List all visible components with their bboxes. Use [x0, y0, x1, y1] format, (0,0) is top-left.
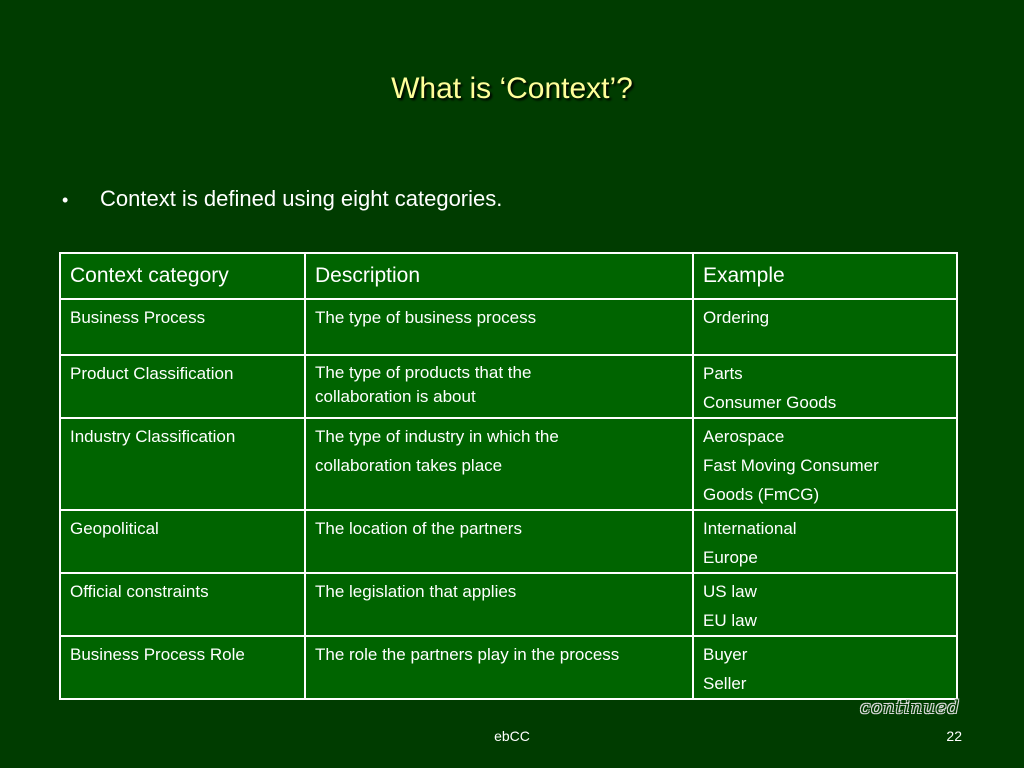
example-cell — [693, 573, 957, 636]
example-line: Goods (FmCG) — [703, 485, 820, 504]
header-description: Description — [305, 253, 693, 299]
description-cell — [305, 299, 693, 355]
example-line: Consumer Goods — [703, 393, 837, 412]
example-line: Aerospace — [703, 427, 785, 446]
example-line: EU law — [703, 611, 757, 630]
description-cell — [305, 418, 693, 510]
table-row — [60, 636, 957, 699]
description-line: The type of business process — [315, 308, 537, 327]
example-cell — [693, 355, 957, 418]
bullet-text: Context is defined using eight categories. — [100, 186, 503, 211]
example-cell — [693, 418, 957, 510]
category-cell: Product Classification — [60, 355, 305, 418]
header-example: Example — [693, 253, 957, 299]
slide-title: What is ‘Context’? — [391, 72, 633, 105]
category-cell: Business Process Role — [60, 636, 305, 699]
header-context-category: Context category — [60, 253, 305, 299]
example-line: Europe — [703, 548, 758, 567]
category-cell: Official constraints — [60, 573, 305, 636]
description-line: collaboration takes place — [315, 456, 503, 475]
description-cell — [305, 636, 693, 699]
table-row — [60, 510, 957, 573]
category-cell: Geopolitical — [60, 510, 305, 573]
category-cell: Industry Classification — [60, 418, 305, 510]
example-line: US law — [703, 582, 757, 601]
description-cell — [305, 355, 693, 418]
example-cell — [693, 636, 957, 699]
footer-label: ebCC — [494, 728, 530, 744]
table-row — [60, 418, 957, 510]
example-cell — [693, 510, 957, 573]
description-line: The location of the partners — [315, 519, 522, 538]
example-line: Seller — [703, 674, 747, 693]
table-header-row — [60, 253, 957, 299]
description-line: The type of products that the — [315, 363, 532, 382]
bullet-marker: • — [62, 190, 69, 210]
bullet-item — [62, 186, 502, 212]
description-cell — [305, 573, 693, 636]
category-cell: Business Process — [60, 299, 305, 355]
continued-label: continued — [860, 697, 960, 718]
description-line: The role the partners play in the process — [315, 645, 620, 664]
description-line: The type of industry in which the — [315, 427, 559, 446]
table-row — [60, 299, 957, 355]
example-line: Parts — [703, 364, 743, 383]
description-line: The legislation that applies — [315, 582, 517, 601]
example-line: Ordering — [703, 308, 770, 327]
context-table — [59, 252, 958, 700]
example-cell — [693, 299, 957, 355]
table-row — [60, 573, 957, 636]
table-row — [60, 355, 957, 418]
example-line: International — [703, 519, 797, 538]
example-line: Fast Moving Consumer — [703, 456, 879, 475]
description-block — [315, 359, 683, 409]
description-cell — [305, 510, 693, 573]
page-number: 22 — [946, 728, 962, 744]
example-line: Buyer — [703, 645, 748, 664]
description-line: collaboration is about — [315, 387, 476, 406]
